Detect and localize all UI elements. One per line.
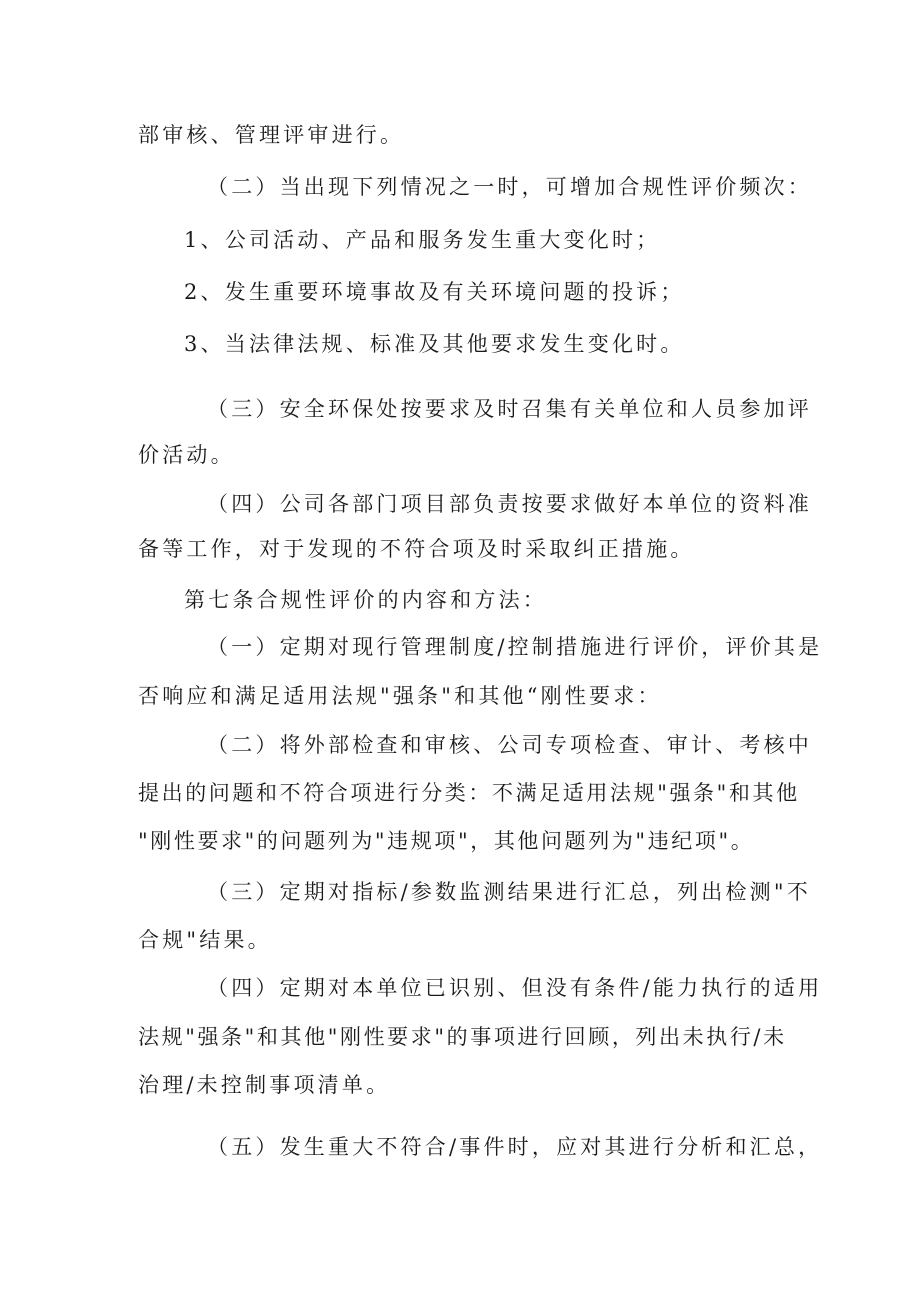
text-line-21: （五）发生重大不符合/事件时，应对其进行分析和汇总， xyxy=(207,1135,823,1159)
text-line-7: 价活动。 xyxy=(138,443,235,467)
text-line-9: 备等工作，对于发现的不符合项及时采取纠正措施。 xyxy=(138,537,695,561)
text-line-12: 否响应和满足适用法规"强条"和其他“刚性要求： xyxy=(138,684,662,708)
text-line-8: （四）公司各部门项目部负责按要求做好本单位的资料准 xyxy=(207,492,812,516)
text-line-11: （一）定期对现行管理制度/控制措施进行评价，评价其是 xyxy=(207,635,823,659)
text-line-6: （三）安全环保处按要求及时召集有关单位和人员参加评 xyxy=(207,397,812,421)
text-line-3: 1、公司活动、产品和服务发生重大变化时； xyxy=(184,228,661,252)
text-line-15: "刚性要求"的问题列为"违规项"，其他问题列为"违纪项"。 xyxy=(138,829,755,853)
text-line-4: 2、发生重要环境事故及有关环境问题的投诉； xyxy=(184,280,685,304)
text-line-20: 治理/未控制事项清单。 xyxy=(138,1073,391,1097)
text-line-5: 3、当法律法规、标准及其他要求发生变化时。 xyxy=(184,332,685,356)
text-line-19: 法规"强条"和其他"刚性要求"的事项进行回顾，列出未执行/未 xyxy=(138,1025,787,1049)
text-line-14: 提出的问题和不符合项进行分类：不满足适用法规"强条"和其他 xyxy=(138,781,800,805)
text-line-16: （三）定期对指标/参数监测结果进行汇总，列出检测"不 xyxy=(207,880,811,904)
text-line-18: （四）定期对本单位已识别、但没有条件/能力执行的适用 xyxy=(207,976,823,1000)
text-line-1: 部审核、管理评审进行。 xyxy=(138,123,405,147)
text-line-17: 合规"结果。 xyxy=(138,928,272,952)
text-line-13: （二）将外部检查和审核、公司专项检查、审计、考核中 xyxy=(207,733,812,757)
text-line-2: （二）当出现下列情况之一时，可增加合规性评价频次： xyxy=(207,175,812,199)
text-line-10: 第七条合规性评价的内容和方法： xyxy=(184,588,547,612)
